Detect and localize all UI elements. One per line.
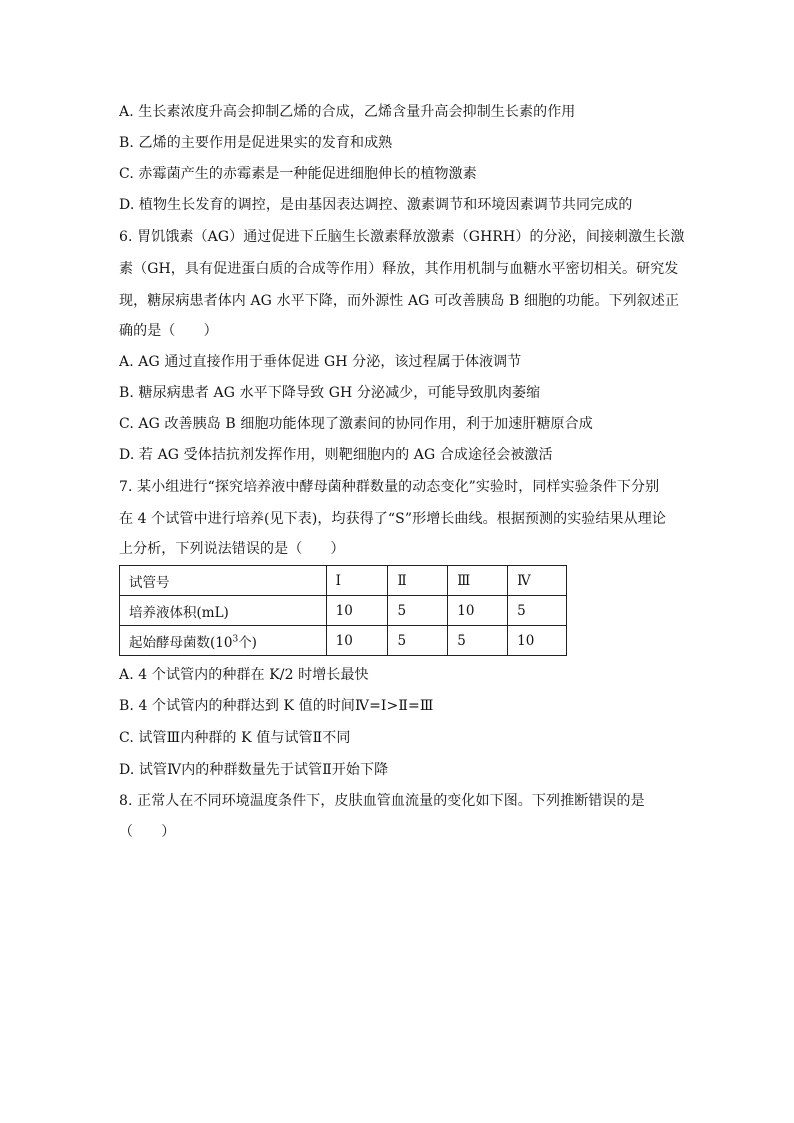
table-header-row (120, 566, 567, 596)
table-header-cell: Ⅲ (448, 566, 508, 596)
q6-stem-line-4: 确的是（ ） (119, 323, 218, 339)
q6-stem-line-2: 素（GH，具有促进蛋白质的合成等作用）释放，其作用机制与血糖水平密切相关。研究发 (119, 261, 679, 277)
table-cell: 5 (388, 626, 448, 656)
q5-option-b: B. 乙烯的主要作用是促进果实的发育和成熟 (119, 135, 393, 151)
q6-option-a: A. AG 通过直接作用于垂体促进 GH 分泌，该过程属于体液调节 (119, 354, 522, 370)
table-cell: 5 (388, 596, 448, 626)
q7-option-c: C. 试管Ⅲ内种群的 K 值与试管Ⅱ不同 (119, 730, 351, 746)
q5-option-c: C. 赤霉菌产生的赤霉素是一种能促进细胞伸长的植物激素 (119, 166, 477, 182)
row-label-suffix: 个) (238, 634, 257, 651)
q6-stem-line-3: 现，糖尿病患者体内 AG 水平下降，而外源性 AG 可改善胰岛 B 细胞的功能。下列叙述正 (119, 293, 680, 309)
test-tube-table (119, 565, 567, 656)
table-header-cell: Ⅳ (508, 566, 567, 596)
table-cell: 10 (448, 596, 508, 626)
table-row (120, 596, 567, 626)
table-row-label: 培养液体积(mL) (120, 596, 327, 626)
table-row (120, 626, 567, 656)
table-header-cell: 试管号 (120, 566, 327, 596)
table-cell: 5 (508, 596, 567, 626)
q7-option-a: A. 4 个试管内的种群在 K/2 时增长最快 (119, 667, 369, 683)
q6-option-b: B. 糖尿病患者 AG 水平下降导致 GH 分泌减少，可能导致肌肉萎缩 (119, 385, 541, 401)
table-row-label (120, 626, 327, 656)
q8-stem-line-2: （ ） (119, 824, 176, 840)
q7-option-b: B. 4 个试管内的种群达到 K 值的时间Ⅳ=Ⅰ>Ⅱ=Ⅲ (119, 698, 434, 714)
table-cell: 10 (326, 626, 388, 656)
table-cell: 10 (508, 626, 567, 656)
q8-stem-line-1: 8. 正常人在不同环境温度条件下，皮肤血管血流量的变化如下图。下列推断错误的是 (119, 793, 645, 809)
q5-option-d: D. 植物生长发育的调控，是由基因表达调控、激素调节和环境因素调节共同完成的 (119, 197, 633, 213)
q5-option-a: A. 生长素浓度升高会抑制乙烯的合成，乙烯含量升高会抑制生长素的作用 (119, 104, 576, 120)
q6-option-d: D. 若 AG 受体拮抗剂发挥作用，则靶细胞内的 AG 合成途径会被激活 (119, 447, 553, 463)
table-header-cell: Ⅰ (326, 566, 388, 596)
q7-option-d: D. 试管Ⅳ内的种群数量先于试管Ⅱ开始下降 (119, 762, 389, 778)
row-label-exponent: 3 (232, 634, 239, 644)
row-label-prefix: 起始酵母菌数(10 (129, 634, 233, 651)
q7-stem-line-1: 7. 某小组进行“探究培养液中酵母菌种群数量的动态变化”实验时，同样实验条件下分别 (119, 479, 660, 495)
q6-option-c: C. AG 改善胰岛 B 细胞功能体现了激素间的协同作用，利于加速肝糖原合成 (119, 416, 593, 432)
table-cell: 10 (326, 596, 388, 626)
table-header-cell: Ⅱ (388, 566, 448, 596)
q7-stem-line-2: 在 4 个试管中进行培养(见下表)，均获得了“S”形增长曲线。根据预测的实验结果从理论 (119, 511, 666, 527)
table-cell: 5 (448, 626, 508, 656)
q6-stem-line-1: 6. 胃饥饿素（AG）通过促进下丘脑生长激素释放激素（GHRH）的分泌，间接刺激生长激 (119, 229, 685, 245)
q7-stem-line-3: 上分析，下列说法错误的是（ ） (119, 541, 345, 557)
